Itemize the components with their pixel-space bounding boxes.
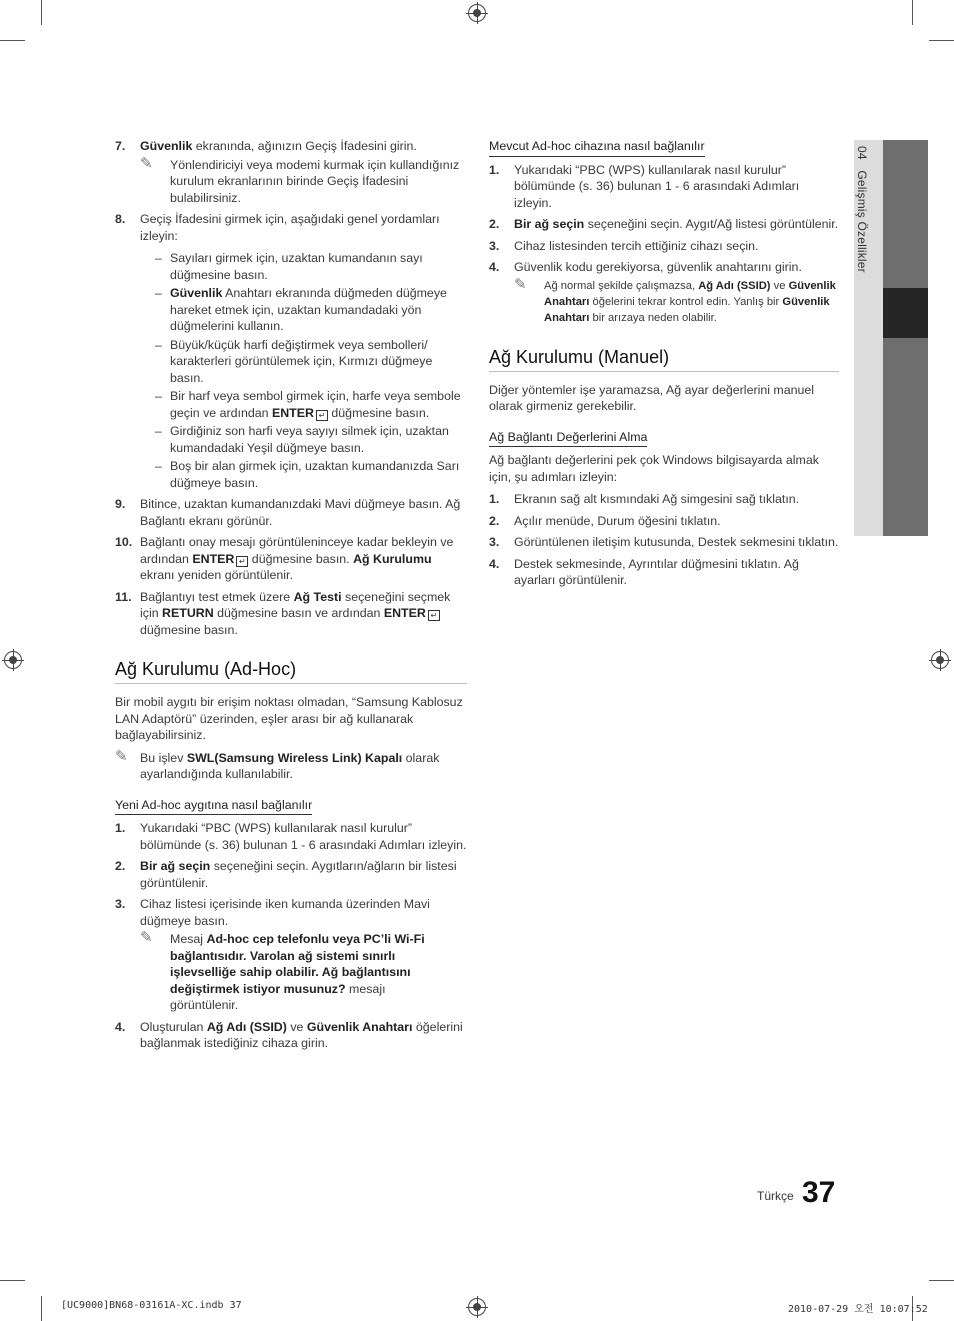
side-tab-block [883,140,928,288]
list-item: 4. Oluşturulan Ağ Adı (SSID) ve Güvenlik Anahtarı öğelerini bağlanmak istediğiniz cihaza girin. [115,1019,463,1050]
side-tab-active-marker [883,288,928,338]
note: ✎ Ağ normal şekilde çalışmazsa, Ağ Adı (SSID) ve Güvenlik Anahtarı öğelerini tekrar kontrol edin. Yanlış bir Güvenlik Anahtarı bir arızaya neden olabilir. [514,275,836,324]
list-item: 9. Bitince, uzaktan kumandanızdaki Mavi düğmeye basın. Ağ Bağlantı ekranı görünür. [115,497,461,528]
list-item: 1. Yukarıdaki “PBC (WPS) kullanılarak nasıl kurulur” bölümünde (s. 36) bulunan 1 - 6 arasındaki Adımları izleyin. [115,821,467,852]
list-item: 4. Destek sekmesinde, Ayrıntılar düğmesini tıklatın. Ağ ayarları görüntülenir. [489,556,799,587]
list-item: 8. Geçiş İfadesini girmek için, aşağıdaki genel yordamları izleyin: – Sayıları girmek için, uzaktan kumandanın sayı düğmesine basın. – Güvenlik Anahtarı ekranında düğmeden düğmeye hareket etmek için, uzaktan kumandadaki yön düğmelerini kullanın. – Büyük/küçük harfi değiştirmek veya sembolleri/ karakterleri görüntülemek için, Kırmızı düğmeye basın. – Bir harf veya sembol girmek için, harfe veya sembole geçin ve ardından ENTER ↵ düğmesine basın. – Girdiğiniz son harfi veya sayıyı silmek için, uzaktan kumandadaki Yeşil düğmeye basın. – Boş bir alan girmek için, uzaktan kumandanızda Sarı düğmeye basın. [115,211,467,491]
note: ✎ Bu işlev SWL(Samsung Wireless Link) Kapalı olarak ayarlandığında kullanılabilir. [115,747,440,781]
crop-mark [0,40,25,41]
subheading: Ağ Bağlantı Değerlerini Alma [489,429,647,448]
paragraph: Bir mobil aygıtı bir erişim noktası olmadan, “Samsung Kablosuz LAN Adaptörü” üzerinden, eşler arası bir ağ kullanarak bağlayabilirsiniz. [115,695,463,742]
registration-mark-icon [4,651,22,669]
section-title-adhoc: Ağ Kurulumu (Ad-Hoc) [115,658,467,684]
registration-mark-icon [468,4,486,22]
enter-key-icon: ↵ [428,610,440,621]
registration-mark-icon [931,651,949,669]
list-item: 11. Bağlantıyı test etmek üzere Ağ Testi seçeneğini seçmek için RETURN düğmesine basın ve ardından ENTER ↵ düğmesine basın. [115,589,451,637]
page-number: 37 [802,1176,836,1209]
registration-mark-icon [468,1298,486,1316]
paragraph: Ağ bağlantı değerlerini pek çok Windows bilgisayarda almak için, şu adımları izleyin: [489,453,819,484]
crop-mark [929,1280,954,1281]
crop-mark [929,40,954,41]
right-column [489,138,839,594]
side-tab-label [855,146,869,273]
list-item: 1. Ekranın sağ alt kısmındaki Ağ simgesini sağ tıklatın. [489,492,800,506]
note-pencil-icon: ✎ [140,929,153,946]
crop-mark [912,0,913,25]
print-slug-date: 2010-07-29 오전 10:07:52 [788,1304,928,1315]
list-item: 7. Güvenlik ekranında, ağınızın Geçiş İfadesini girin. ✎ Yönlendiriciyi veya modemi kurmak için kullandığınız kurulum ekranlarının birinde Geçiş İfadesini bulabilirsiniz. [115,138,467,206]
section-title-manual: Ağ Kurulumu (Manuel) [489,346,839,372]
subheading: Yeni Ad-hoc aygıtına nasıl bağlanılır [115,797,312,816]
left-column [115,138,467,1057]
crop-mark [41,0,42,25]
side-tab-block [883,338,928,536]
note: ✎ Yönlendiriciyi veya modemi kurmak için kullandığınız kurulum ekranlarının birinde Geçiş İfadesini bulabilirsiniz. [140,154,460,205]
dash-item: – Büyük/küçük harfi değiştirmek veya sembolleri/ karakterleri görüntülemek için, Kırmızı düğmeye basın. [155,337,433,385]
list-item: 3. Cihaz listesinden tercih ettiğiniz cihazı seçin. [489,238,759,253]
note-pencil-icon: ✎ [115,747,128,765]
dash-item: – Bir harf veya sembol girmek için, harfe veya sembole geçin ve ardından ENTER ↵ düğmesine basın. [155,389,461,420]
list-item: 2. Açılır menüde, Durum öğesini tıklatın. [489,513,721,528]
crop-mark [41,1296,42,1321]
footer-language: Türkçe [757,1189,794,1203]
dash-item: – Boş bir alan girmek için, uzaktan kumandanızda Sarı düğmeye basın. [155,459,460,490]
note-pencil-icon: ✎ [514,275,527,293]
dash-item: – Sayıları girmek için, uzaktan kumandanın sayı düğmesine basın. [155,251,423,282]
note: ✎ Mesaj Ad-hoc cep telefonlu veya PC’li Wi-Fi bağlantısıdır. Varolan ağ sistemi sınırlı işlevselliğe sahip olabilir. Ağ bağlantısını değiştirmek istiyor musunuz? mesajı görüntülenir. [140,929,425,1012]
enter-key-icon: ↵ [316,410,328,421]
list-item: 2. Bir ağ seçin seçeneğini seçin. Aygıtların/ağların bir listesi görüntülenir. [115,859,457,890]
list-item: 1. Yukarıdaki “PBC (WPS) kullanılarak nasıl kurulur” bölümünde (s. 36) bulunan 1 - 6 arasındaki Adımları izleyin. [489,162,800,210]
note-pencil-icon: ✎ [140,154,153,172]
chapter-title: Gelişmiş Özellikler [855,170,869,273]
print-slug-file: [UC9000]BN68-03161A-XC.indb 37 [61,1300,242,1311]
chapter-number: 04 [855,146,869,160]
list-item: 10. Bağlantı onay mesajı görüntüleninceye kadar bekleyin ve ardından ENTER ↵ düğmesine basın. Ağ Kurulumu ekranı yeniden görüntülenir. [115,535,454,582]
dash-item: – Girdiğiniz son harfi veya sayıyı silmek için, uzaktan kumandadaki Yeşil düğmeye basın. [155,424,449,455]
list-item: 2. Bir ağ seçin seçeneğini seçin. Aygıt/Ağ listesi görüntülenir. [489,217,839,231]
list-item: 3. Cihaz listesi içerisinde iken kumanda üzerinden Mavi düğmeye basın. ✎ Mesaj Ad-hoc cep telefonlu veya PC’li Wi-Fi bağlantısıdır. Varolan ağ sistemi sınırlı işlevselliğe sahip olabilir. Ağ bağlantısını değiştirmek istiyor musunuz? mesajı görüntülenir. [115,896,467,1014]
list-item: 4. Güvenlik kodu gerekiyorsa, güvenlik anahtarını girin. ✎ Ağ normal şekilde çalışmazsa, Ağ Adı (SSID) ve Güvenlik Anahtarı öğelerini tekrar kontrol edin. Yanlış bir Güvenlik Anahtarı bir arızaya neden olabilir. [489,259,839,326]
subheading: Mevcut Ad-hoc cihazına nasıl bağlanılır [489,138,705,157]
enter-key-icon: ↵ [236,556,248,567]
list-item: 3. Görüntülenen iletişim kutusunda, Destek sekmesini tıklatın. [489,535,839,549]
crop-mark [0,1280,25,1281]
dash-item: – Güvenlik Anahtarı ekranında düğmeden düğmeye hareket etmek için, uzaktan kumandadaki yön düğmelerini kullanın. [155,286,447,333]
paragraph: Diğer yöntemler işe yaramazsa, Ağ ayar değerlerini manuel olarak girmeniz gerekebilir. [489,382,815,413]
